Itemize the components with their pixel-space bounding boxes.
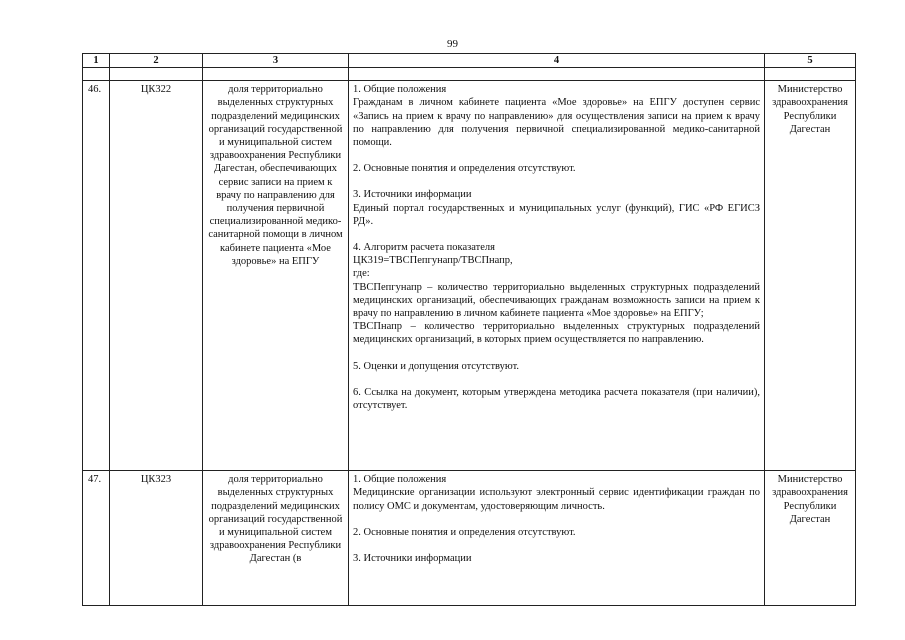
responsible-organization: Министерство здравоохранения Республики Дагестан xyxy=(765,471,856,606)
indicator-code: ЦК322 xyxy=(110,81,203,471)
algorithm-definition-2: ТВСПнапр – количество территориально выделенных структурных подразделений медицинских организаций, в которых прием осуществляется по направлению. xyxy=(353,321,760,346)
indicator-name: доля территориально выделенных структурных подразделений медицинских организаций государственной и муниципальной систем здравоохранения Республики Дагестан, обеспечивающих сервис записи на прием к врачу по направлению для получения первичной специализированной медико-санитарной помощи в личном кабинете пациента «Мое здоровье» на ЕПГУ xyxy=(203,81,349,471)
section-general-title: 1. Общие положения xyxy=(353,474,447,486)
methodology-cell xyxy=(349,81,765,471)
header-col-5: 5 xyxy=(765,54,856,68)
algorithm-where: где: xyxy=(353,268,370,280)
indicator-code: ЦК323 xyxy=(110,471,203,606)
section-sources-title: 3. Источники информации xyxy=(353,553,472,565)
methodology-cell xyxy=(349,471,765,606)
row-number: 46. xyxy=(83,81,110,471)
section-general-title: 1. Общие положения xyxy=(353,84,447,96)
header-col-2: 2 xyxy=(110,54,203,68)
section-general-text: Гражданам в личном кабинете пациента «Мое здоровье» на ЕПГУ доступен сервис «Запись на прием к врачу по направлению» для осуществления записи на прием к врачу по направлению для получения первичной специализированной медико-санитарной помощи. xyxy=(353,97,760,149)
header-col-1: 1 xyxy=(83,54,110,68)
header-col-3: 3 xyxy=(203,54,349,68)
section-assumptions: 5. Оценки и допущения отсутствуют. xyxy=(353,360,520,372)
algorithm-formula: ЦК319=ТВСПепгунапр/ТВСПнапр, xyxy=(353,255,513,267)
table-row xyxy=(83,471,856,606)
spacer-row xyxy=(83,68,856,81)
section-definitions: 2. Основные понятия и определения отсутствуют. xyxy=(353,526,576,538)
section-algorithm-title: 4. Алгоритм расчета показателя xyxy=(353,242,495,254)
indicator-name: доля территориально выделенных структурных подразделений медицинских организаций государственной и муниципальной систем здравоохранения Республики Дагестан (в xyxy=(203,471,349,606)
section-sources-text: Единый портал государственных и муниципальных услуг (функций), ГИС «РФ ЕГИСЗ РД». xyxy=(353,202,760,227)
algorithm-definition-1: ТВСПепгунапр – количество территориально выделенных структурных подразделений медицинских организаций, обеспечивающих гражданам возможность записи на прием к врачу по направлению в личном кабинете пациента «Мое здоровье» на ЕПГУ; xyxy=(353,281,760,320)
page-number: 99 xyxy=(447,38,458,50)
section-general-text: Медицинские организации используют электронный сервис идентификации граждан по полису ОМС и документам, удостоверяющим личность. xyxy=(353,487,760,512)
section-definitions: 2. Основные понятия и определения отсутствуют. xyxy=(353,163,576,175)
header-col-4: 4 xyxy=(349,54,765,68)
responsible-organization: Министерство здравоохранения Республики Дагестан xyxy=(765,81,856,471)
section-document-link: 6. Ссылка на документ, которым утверждена методика расчета показателя (при наличии), отсутствует. xyxy=(353,386,760,412)
table-header-row xyxy=(83,54,856,68)
row-number: 47. xyxy=(83,471,110,606)
table-row xyxy=(83,81,856,471)
indicator-table xyxy=(82,53,856,606)
section-sources-title: 3. Источники информации xyxy=(353,189,472,201)
